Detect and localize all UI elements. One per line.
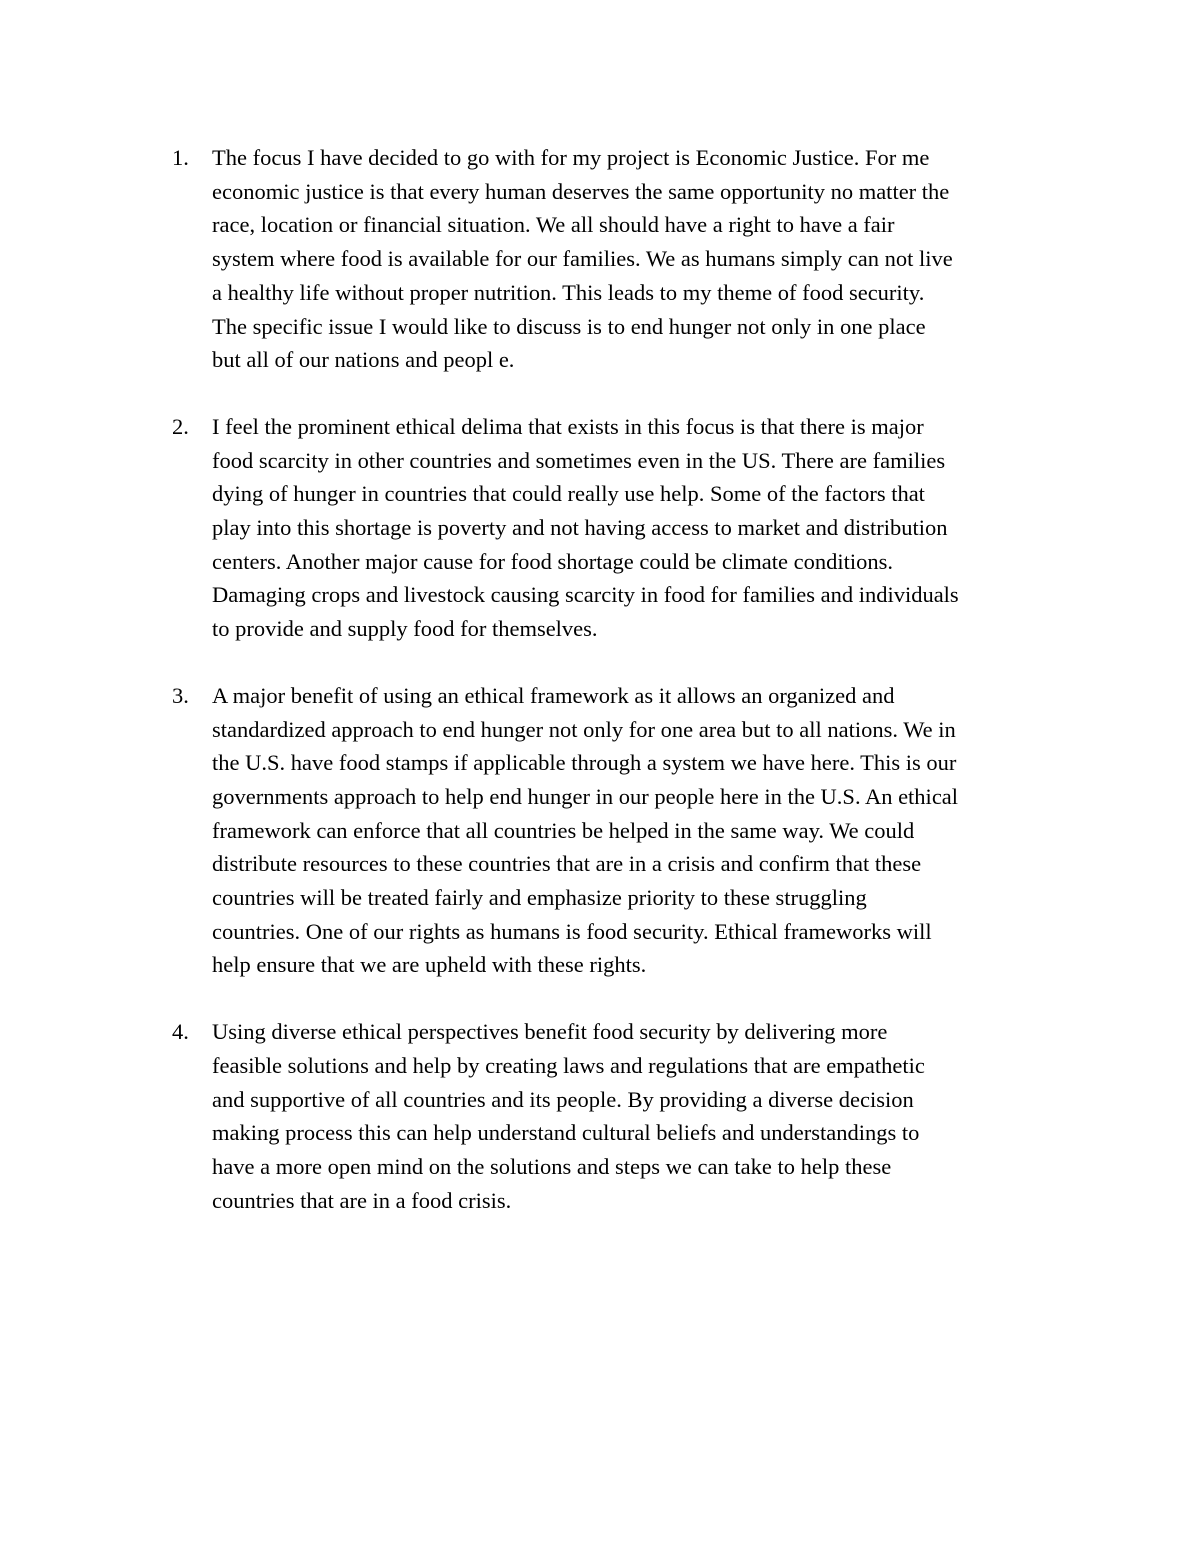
- text-line: help ensure that we are upheld with these rights.: [212, 952, 647, 978]
- text-line: Using diverse ethical perspectives benefit food security by delivering more: [212, 1019, 888, 1045]
- item-text: [212, 141, 1072, 377]
- text-line: countries will be treated fairly and emphasize priority to these struggling: [212, 885, 867, 911]
- answer-list: [172, 141, 1072, 1250]
- list-item-4: [172, 1015, 1072, 1217]
- item-text: [212, 679, 1072, 982]
- text-line: system where food is available for our families. We as humans simply can not live: [212, 246, 953, 272]
- text-line: centers. Another major cause for food shortage could be climate conditions.: [212, 548, 894, 574]
- text-line: economic justice is that every human deserves the same opportunity no matter the: [212, 178, 950, 204]
- item-text: [212, 1015, 1072, 1217]
- text-line: have a more open mind on the solutions and steps we can take to help these: [212, 1153, 892, 1179]
- text-line: framework can enforce that all countries be helped in the same way. We could: [212, 817, 915, 843]
- item-number: 1.: [172, 145, 189, 170]
- text-line: countries that are in a food crisis.: [212, 1187, 512, 1213]
- list-item-3: [172, 679, 1072, 982]
- item-text: [212, 410, 1072, 646]
- text-line: governments approach to help end hunger in our people here in the U.S. An ethical: [212, 783, 959, 809]
- text-line: food scarcity in other countries and sometimes even in the US. There are families: [212, 447, 946, 473]
- item-number: 2.: [172, 413, 189, 439]
- text-line: race, location or financial situation. We all should have a right to have a fair: [212, 212, 895, 238]
- text-line: the U.S. have food stamps if applicable through a system we have here. This is our: [212, 750, 957, 776]
- text-line: to provide and supply food for themselves.: [212, 616, 598, 642]
- text-line: making process this can help understand cultural beliefs and understandings to: [212, 1120, 920, 1146]
- text-line: A major benefit of using an ethical framework as it allows an organized and: [212, 682, 895, 708]
- text-line: standardized approach to end hunger not only for one area but to all nations. We in: [212, 716, 956, 742]
- text-line: The specific issue I would like to discuss is to end hunger not only in one place: [212, 313, 926, 339]
- text-line: a healthy life without proper nutrition. This leads to my theme of food security.: [212, 279, 925, 305]
- text-line: play into this shortage is poverty and not having access to market and distribution: [212, 515, 948, 541]
- text-line: Damaging crops and livestock causing scarcity in food for families and individuals: [212, 582, 959, 608]
- text-line: but all of our nations and peopl e.: [212, 347, 515, 373]
- text-line: distribute resources to these countries that are in a crisis and confirm that these: [212, 851, 922, 877]
- text-line: feasible solutions and help by creating laws and regulations that are empathetic: [212, 1052, 925, 1078]
- text-line: The focus I have decided to go with for my project is Economic Justice. For me: [212, 145, 930, 170]
- text-line: I feel the prominent ethical delima that exists in this focus is that there is major: [212, 413, 924, 439]
- text-line: countries. One of our rights as humans is food security. Ethical frameworks will: [212, 918, 932, 944]
- text-line: and supportive of all countries and its people. By providing a diverse decision: [212, 1086, 914, 1112]
- text-line: dying of hunger in countries that could really use help. Some of the factors that: [212, 481, 925, 507]
- list-item-2: [172, 410, 1072, 646]
- item-number: 3.: [172, 682, 189, 708]
- item-number: 4.: [172, 1019, 189, 1045]
- list-item-1: [172, 141, 1072, 377]
